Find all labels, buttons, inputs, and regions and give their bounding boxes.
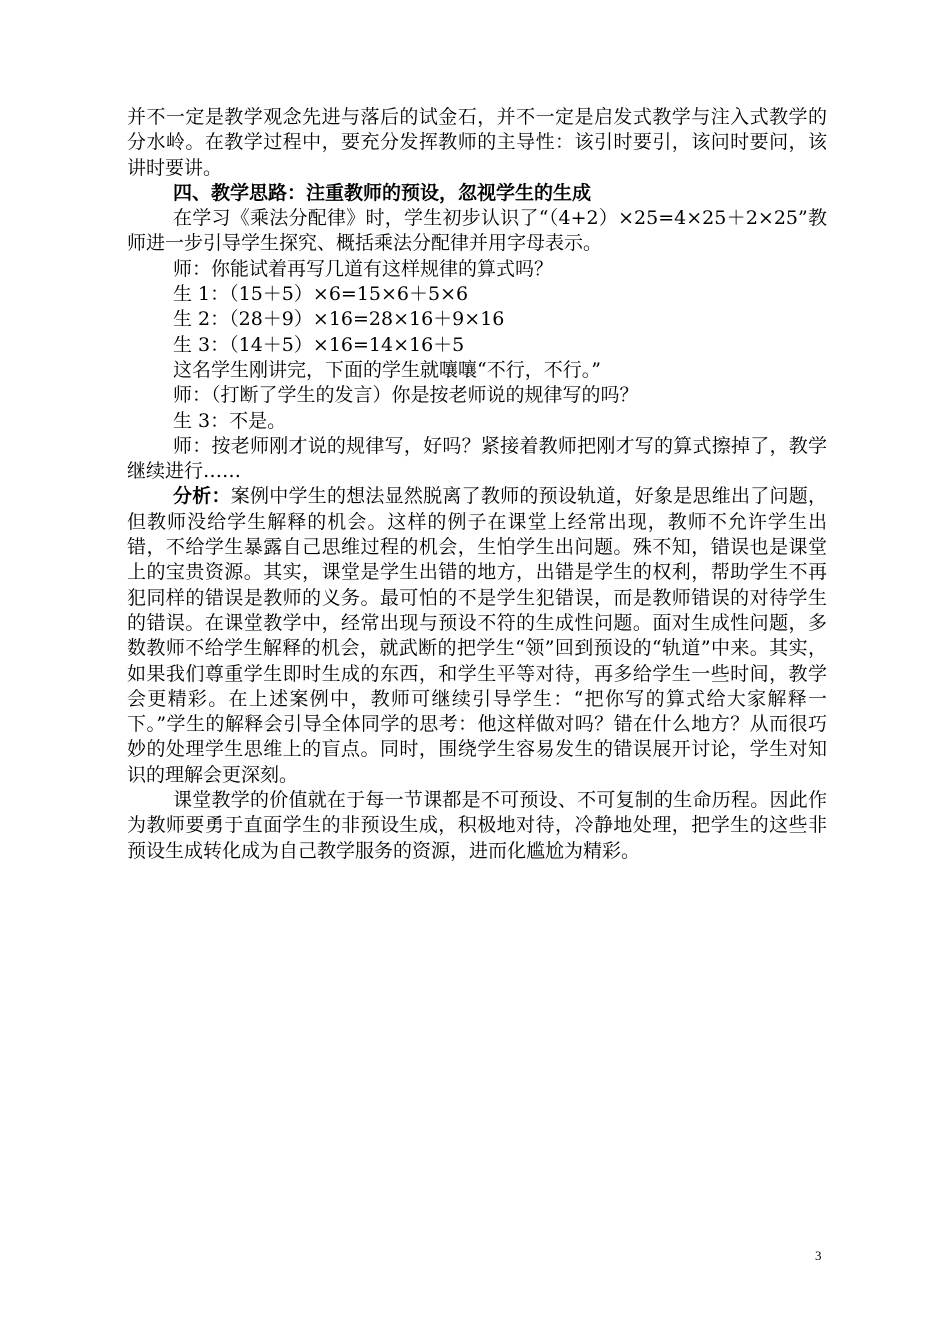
dialogue-student-1: 生 1：（15＋5）×6=15×6＋5×6: [173, 283, 469, 306]
dialogue-teacher-question: 师：你能试着再写几道有这样规律的算式吗？: [173, 257, 554, 280]
paragraph-case-intro: 在学习《乘法分配律》时，学生初步认识了“（4+2）×25=4×25＋2×25”教师进一步引导学生探究、概括乘法分配律并用字母表示。: [127, 207, 827, 255]
paragraph-continuation: 并不一定是教学观念先进与落后的试金石，并不一定是启发式教学与注入式教学的分水岭。在教学过程中，要充分发挥教师的主导性：该引时要引，该问时要问，该讲时要讲。: [127, 106, 827, 179]
dialogue-student-3: 生 3：（14＋5）×16=14×16＋5: [173, 333, 465, 356]
analysis-label: 分析：: [173, 485, 231, 508]
dialogue-teacher-continue: 师：按老师刚才说的规律写，好吗？紧接着教师把刚才写的算式擦掉了，教学继续进行……: [127, 434, 827, 483]
section-heading: 四、教学思路：注重教师的预设，忽视学生的生成: [173, 181, 592, 204]
dialogue-teacher-interrupt: 师：（打断了学生的发言）你是按老师说的规律写的吗？: [173, 384, 639, 407]
dialogue-class-reaction: 这名学生刚讲完，下面的学生就嚷嚷“不行，不行。”: [173, 358, 601, 381]
analysis-text: 案例中学生的想法显然脱离了教师的预设轨道，好象是思维出了问题，但教师没给学生解释的机会。这样的例子在课堂上经常出现，教师不允许学生出错，不给学生暴露自己思维过程的机会，生怕学生出问题。殊不知，错误也是课堂上的宝贵资源。其实，课堂是学生出错的地方，出错是学生的权利，帮助学生不再犯同样的错误是教师的义务。最可怕的不是学生犯错误，而是教师错误的对待学生的错误。在课堂教学中，经常出现与预设不符的生成性问题。面对生成性问题，多数教师不给学生解释的机会，就武断的把学生“领”回到预设的“轨道”中来。其实，如果我们尊重学生即时生成的东西，和学生平等对待，再多给学生一些时间，教学会更精彩。在上述案例中，教师可继续引导学生：“把你写的算式给大家解释一下。”学生的解释会引导全体同学的思考：他这样做对吗？错在什么地方？从而很巧妙的处理学生思维上的盲点。同时，围绕学生容易发生的错误展开讨论，学生对知识的理解会更深刻。: [127, 485, 827, 786]
analysis-paragraph: [127, 484, 827, 788]
page-number: 3: [815, 1248, 822, 1263]
document-body: [127, 105, 827, 864]
dialogue-student-2: 生 2：（28＋9）×16=28×16＋9×16: [173, 308, 505, 331]
paragraph-conclusion: 课堂教学的价值就在于每一节课都是不可预设、不可复制的生命历程。因此作为教师要勇于直面学生的非预设生成，积极地对待，冷静地处理，把学生的这些非预设生成转化成为自己教学服务的资源，进而化尴尬为精彩。: [127, 789, 827, 862]
dialogue-student-3-reply: 生 3：不是。: [173, 409, 287, 432]
